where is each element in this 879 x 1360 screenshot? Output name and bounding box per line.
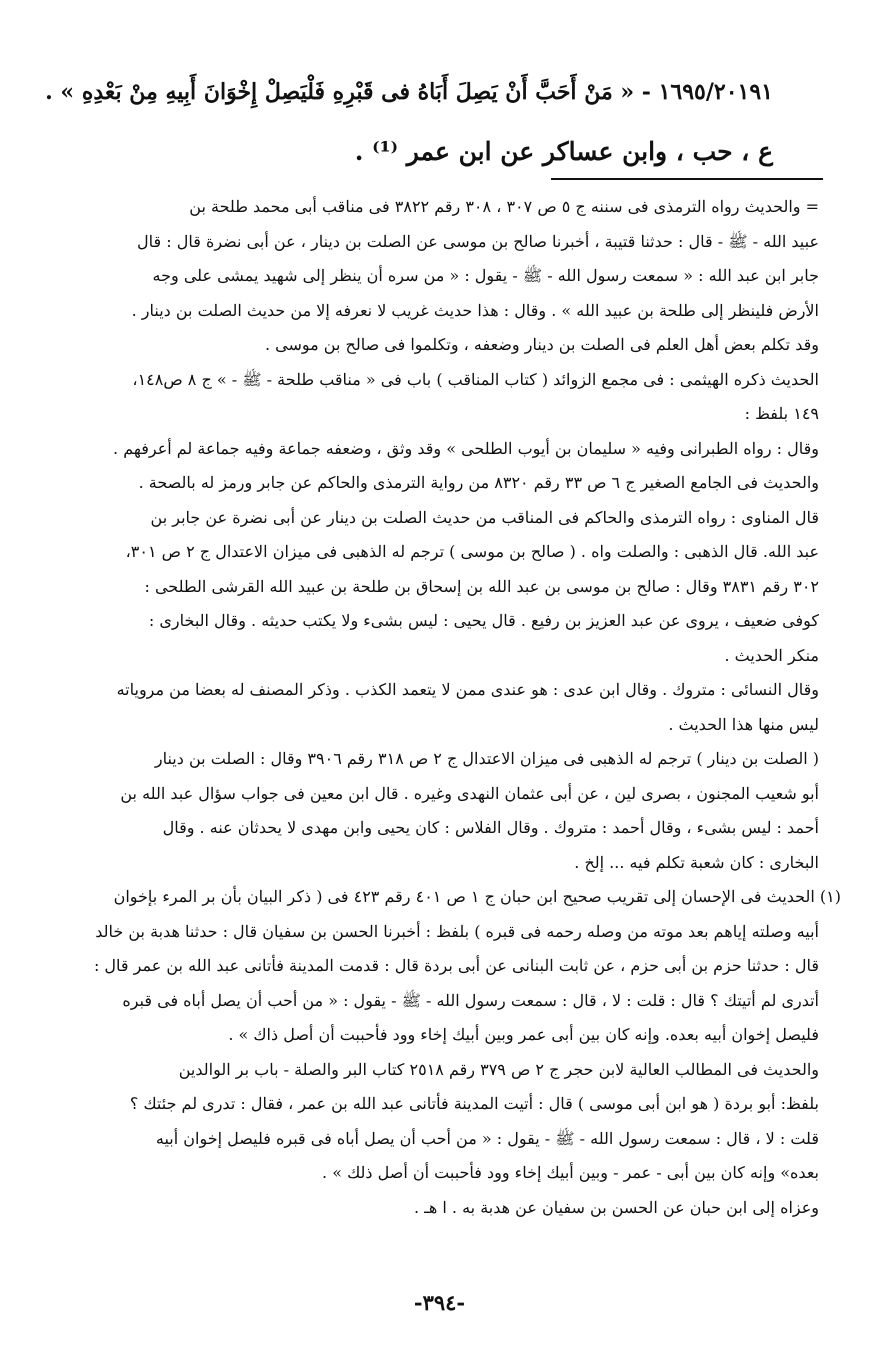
footnote-line: عبيد الله - ﷺ - قال : حدثنا قتيبة ، أخبرنا صالح بن موسى عن الصلت بن دينار ، عن أبى نضرة قال : قال [137,231,819,251]
footnote-line: ١٤٩ بلفظ : [744,404,819,423]
hadith-main-text [40,62,773,182]
footnote-line: والحديث فى المطالب العالية لابن حجر ج ٢ ص ٣٧٩ رقم ٢٥١٨ كتاب البر والصلة - باب بر الوالدين [178,1059,819,1079]
footnote-line: منكر الحديث . [724,645,819,665]
footnote-line: والحديث فى الجامع الصغير ج ٦ ص ٣٣ رقم ٨٣٢٠ من رواية الترمذى والحاكم عن جابر ورمز له بالصحة . [138,473,819,492]
footnote-line: الأرض فلينظر إلى طلحة بن عبيد الله » . وقال : هذا حديث غريب لا نعرفه إلا من حديث الصلت بن دينار . [131,300,819,320]
footnote-line: وقد تكلم بعض أهل العلم فى الصلت بن دينار وضعفه ، وتكلموا فى صالح بن موسى . [264,335,819,354]
footnote-line: قال : حدثنا حزم بن أبى حزم ، عن ثابت البنانى عن أبى بردة قال : قدمت المدينة فأتانى عبد الله بن عمر قال : [93,956,819,975]
page-number: -٣٩٤- [413,1290,466,1315]
footnote-1-start: (١) الحديث فى الإحسان إلى تقريب صحيح ابن حبان ج ١ ص ٤٠١ رقم ٤٢٣ فى ( ذكر البيان بأن بر المرء بإخوان [113,887,841,906]
footnote-line: أحمد : ليس بشىء ، وقال أحمد : متروك . وقال الفلاس : كان يحيى وابن مهدى لا يحدثان عنه . وقال [162,818,819,837]
footnote-line: ( الصلت بن دينار ) ترجم له الذهبى فى ميزان الاعتدال ج ٢ ص ٣١٨ رقم ٣٩٠٦ وقال : الصلت بن دينار [154,749,819,768]
footnote-line: أبيه وصلته إياهم بعد موته من وصله رحمه فى قبره ) بلفظ : أخبرنا الحسن بن سفيان قال : حدثنا هدبة بن خالد [95,921,819,941]
footnote-divider [551,178,823,180]
footnote-line: أبو شعيب المجنون ، بصرى لين ، عن أبى عثمان النهدى وغيره . قال ابن معين فى جواب سؤال عبد الله بن [120,783,819,803]
footnote-line: جابر ابن عبد الله : « سمعت رسول الله - ﷺ - يقول : « من سره أن ينظر إلى شهيد يمشى على وجه [152,266,819,285]
footnote-line: فليصل إخوان أبيه بعده. وإنه كان بين أبى عمر وبين أبيك إخاء وود فأحببت أن أصل ذاك » . [228,1025,819,1044]
footnote-line: البخارى : كان شعبة تكلم فيه ... إلخ . [574,852,819,872]
footnote-line: = والحديث رواه الترمذى فى سننه ج ٥ ص ٣٠٧ ، ٣٠٨ رقم ٣٨٢٢ فى مناقب أبى محمد طلحة بن [189,197,819,216]
footnote-line: كوفى ضعيف ، يروى عن عبد العزيز بن رفيع . قال يحيى : ليس بشىء ولا يكتب حديثه . وقال البخارى : [148,611,819,630]
footnote-line: الحديث ذكره الهيثمى : فى مجمع الزوائد ( كتاب المناقب ) باب فى « مناقب طلحة - ﷺ - » ج ٨ ص١٤٨، [132,369,819,389]
footnote-line: وقال : رواه الطبرانى وفيه « سليمان بن أيوب الطلحى » وقد وثق ، وضعفه جماعة وفيه جماعة لم أعرفهم . [113,438,819,458]
footnote-line: قال المناوى : رواه الترمذى والحاكم فى المناقب من حديث الصلت بن دينار عن أبى نضرة عن جابر بن [150,507,819,527]
footnote-line: عبد الله. قال الذهبى : والصلت واه . ( صالح بن موسى ) ترجم له الذهبى فى ميزان الاعتدال ج ٢ ص ٣٠١، [125,542,819,561]
footnote-line: ٣٠٢ رقم ٣٨٣١ وقال : صالح بن موسى بن عبد الله بن إسحاق بن طلحة بن عبيد الله القرشى الطلحى : [144,576,819,596]
footnote-line: ليس منها هذا الحديث . [668,714,819,734]
hadith-source-line: ع ، حب ، وابن عساكر عن ابن عمر ⁽¹⁾ . [354,137,773,166]
hadith-text-line-1: ١٦٩٥/٢٠١٩١ - « مَنْ أَحَبَّ أَنْ يَصِلَ أَبَاهُ فى قَبْرِهِ فَلْيَصِلْ إِخْوَانَ أَبِيهِ مِنْ بَعْدِهِ » . [45,79,773,105]
footnote-line: بلفظ: أبو بردة ( هو ابن أبى موسى ) قال : أتيت المدينة فأتانى عبد الله بن عمر ، فقال : تدرى لم جئتك ؟ [129,1094,819,1113]
footnote-line: وعزاه إلى ابن حبان عن الحسن بن سفيان عن هدبة به . ا هـ . [414,1197,819,1217]
footnote-line: بعده» وإنه كان بين أبى - عمر - وبين أبيك إخاء وود فأحببت أن أصل ذلك » . [322,1163,819,1182]
footnote-line: أتدرى لم أتيتك ؟ قال : قلت : لا ، قال : سمعت رسول الله - ﷺ - يقول : « من أحب أن يصل أباه فى قبره [122,990,819,1010]
footnote-line: قلت : لا ، قال : سمعت رسول الله - ﷺ - يقول : « من أحب أن يصل أباه فى قبره فليصل إخوان أبيه [155,1128,819,1148]
footnotes-block [44,190,841,1225]
footnote-line: وقال النسائى : متروك . وقال ابن عدى : هو عندى ممن لا يتعمد الكذب . وذكر المصنف له بعضا من مروياته [116,680,819,699]
